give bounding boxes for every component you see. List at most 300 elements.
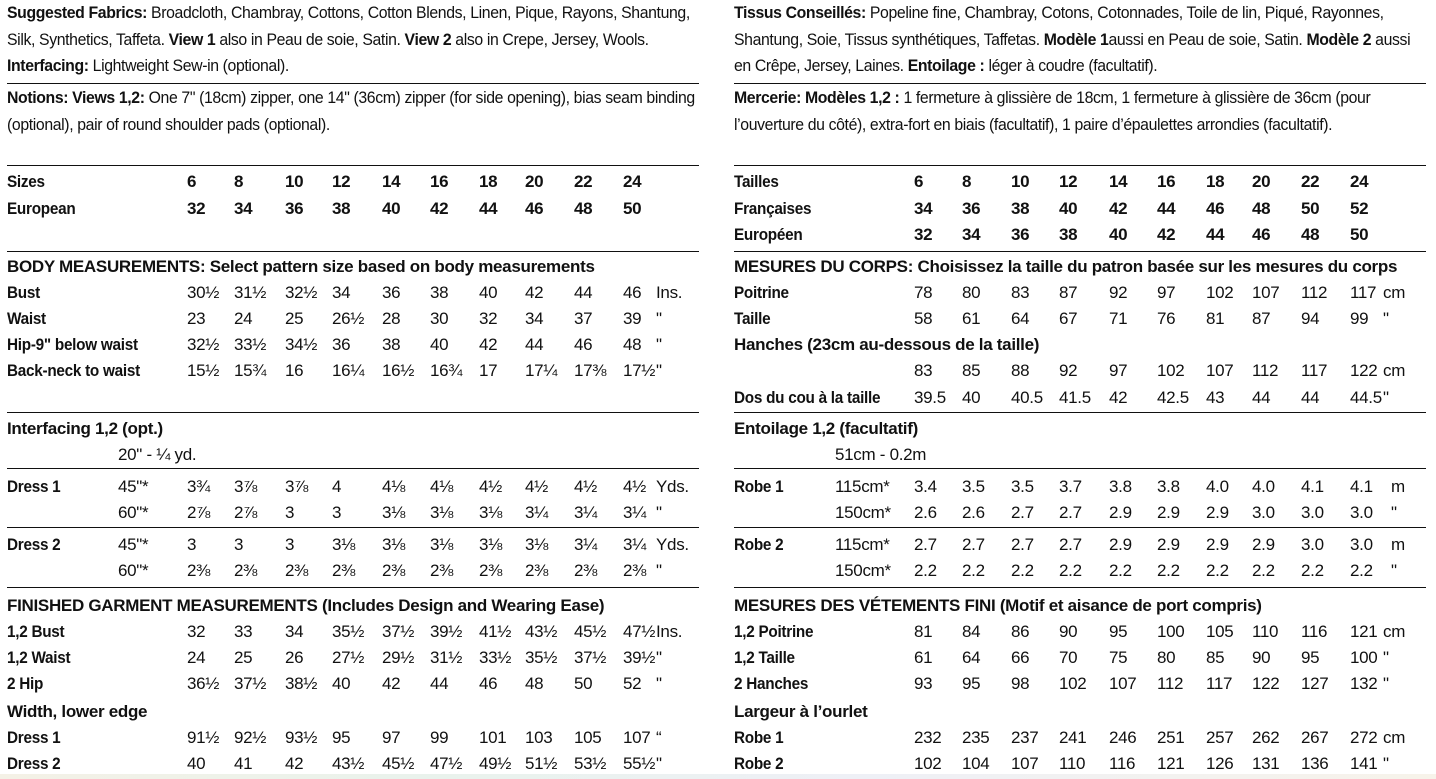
- size-value: 83: [914, 361, 933, 380]
- unit-label: ": [656, 674, 662, 693]
- size-value: 37½: [234, 674, 267, 693]
- size-value: 17: [479, 361, 498, 380]
- size-value: 29½: [382, 648, 415, 667]
- size-value: 2.9: [1157, 503, 1180, 522]
- size-value: 52: [623, 674, 642, 693]
- unit-label: ": [656, 361, 662, 380]
- size-value: 2.6: [962, 503, 985, 522]
- size-value: 33½: [479, 648, 512, 667]
- row-label: 1,2 Bust: [7, 622, 65, 641]
- dress1-row: [7, 473, 699, 500]
- size-value: 2.7: [1059, 535, 1082, 554]
- tailles-row: [734, 168, 1426, 195]
- size-value: 71: [1109, 309, 1128, 328]
- fabric-width: 115cm*: [835, 535, 890, 554]
- size-value: 272: [1350, 728, 1378, 747]
- size-value: 4⅛: [430, 477, 454, 496]
- size-value: 46: [1206, 199, 1225, 218]
- size-value: 6: [914, 172, 924, 191]
- size-value: 35½: [332, 622, 365, 641]
- size-value: 16¾: [430, 361, 463, 380]
- size-value: 32½: [187, 335, 220, 354]
- unit-label: ": [1383, 674, 1389, 693]
- size-value: 2.7: [914, 535, 937, 554]
- size-value: 110: [1252, 622, 1279, 641]
- size-value: 2.2: [914, 561, 937, 580]
- size-value: 50: [623, 199, 642, 218]
- size-value: 3.4: [914, 477, 937, 496]
- size-value: 43: [1206, 388, 1225, 407]
- size-value: 39: [623, 309, 642, 328]
- size-value: 99: [1350, 309, 1369, 328]
- size-value: 45½: [574, 622, 607, 641]
- unit-label: cm: [1383, 728, 1406, 747]
- size-value: 2.7: [1011, 535, 1034, 554]
- european-row: [7, 195, 699, 222]
- size-value: 3.5: [962, 477, 985, 496]
- size-value: 95: [332, 728, 351, 747]
- divider: [734, 527, 1426, 528]
- view2-label-fr: Modèle 2: [1306, 29, 1372, 49]
- size-value: 32: [187, 622, 206, 641]
- size-value: 20: [1252, 172, 1271, 191]
- row-label: Dress 1: [7, 477, 61, 496]
- view1-label-fr: Modèle 1: [1043, 29, 1109, 49]
- size-value: 3⅛: [430, 503, 454, 522]
- unit-label: ": [656, 335, 662, 354]
- size-value: 40: [1059, 199, 1078, 218]
- row-label: 2 Hip: [7, 674, 44, 693]
- finished-row-fr: [734, 644, 1426, 671]
- body-heading: [7, 253, 699, 280]
- size-value: 3⅛: [430, 535, 454, 554]
- interfacing-heading: [7, 415, 699, 442]
- size-value: 3.5: [1011, 477, 1034, 496]
- size-value: 3: [187, 535, 197, 554]
- size-value: 2.2: [1109, 561, 1132, 580]
- size-value: 90: [1252, 648, 1271, 667]
- notions-text-fr: 1 fermeture à glissière de 18cm, 1 fermeture à glissière de 36cm (pour l’ouverture du côté), extra-fort en biais (facultatif), 1 paire d’épaulettes arrondies (facultatif).: [734, 88, 1371, 134]
- size-value: 257: [1206, 728, 1234, 747]
- size-value: 126: [1206, 754, 1234, 773]
- size-value: 58: [914, 309, 933, 328]
- size-value: 100: [1157, 622, 1185, 641]
- width-row-fr: [734, 750, 1426, 777]
- unit-label: ": [656, 754, 662, 773]
- size-value: 110: [1059, 754, 1086, 773]
- size-value: 64: [962, 648, 981, 667]
- size-value: 84: [962, 622, 981, 641]
- interfacing-text: Lightweight Sew-in (optional).: [88, 56, 289, 75]
- dress2-row: [7, 557, 699, 584]
- unit-label: ": [1383, 388, 1389, 407]
- size-value: 80: [962, 283, 981, 302]
- row-label: Dos du cou à la taille: [734, 388, 881, 407]
- size-value: 36: [332, 335, 351, 354]
- interfacing-label: Interfacing:: [7, 56, 89, 75]
- size-value: 34½: [285, 335, 318, 354]
- divider: [734, 412, 1426, 413]
- row-label: 1,2 Waist: [7, 648, 71, 667]
- interfacing-label-fr: Entoilage :: [907, 56, 985, 75]
- size-value: 132: [1350, 674, 1378, 693]
- size-value: 42: [1109, 388, 1128, 407]
- size-value: 87: [1252, 309, 1271, 328]
- size-value: 16¼: [332, 361, 365, 380]
- size-value: 39½: [623, 648, 656, 667]
- size-value: 122: [1350, 361, 1378, 380]
- size-value: 37½: [382, 622, 415, 641]
- fabric-width: 150cm*: [835, 503, 891, 522]
- sizes-row: [7, 168, 699, 195]
- size-value: 32: [479, 309, 498, 328]
- size-value: 14: [382, 172, 401, 191]
- size-value: 37½: [574, 648, 607, 667]
- divider: [7, 527, 699, 528]
- notions-text: One 7" (18cm) zipper, one 14" (36cm) zipper (for side opening), bias seam binding (optional), pair of round shoulder pads (optional).: [7, 88, 695, 134]
- size-value: 34: [962, 225, 981, 244]
- size-value: 34: [332, 283, 351, 302]
- size-value: 46: [574, 335, 593, 354]
- size-value: 25: [285, 309, 304, 328]
- size-value: 3: [234, 535, 244, 554]
- size-value: 2⅜: [430, 561, 454, 580]
- size-value: 93: [914, 674, 933, 693]
- francaises-label: Françaises: [734, 199, 812, 218]
- size-value: 40: [332, 674, 351, 693]
- size-value: 17⅜: [574, 361, 607, 380]
- width-heading-text: Width, lower edge: [7, 702, 148, 721]
- interfacing-value: 20" - ¼ yd.: [118, 445, 197, 464]
- size-value: 34: [285, 622, 304, 641]
- finished-heading-text-fr: MESURES DES VÉTEMENTS FINI (Motif et aisance de port compris): [734, 596, 1262, 615]
- fabrics-paragraph-fr: [734, 0, 1426, 80]
- size-value: 46: [479, 674, 498, 693]
- size-value: 18: [1206, 172, 1225, 191]
- size-value: 3⅛: [332, 535, 356, 554]
- size-value: 48: [525, 674, 544, 693]
- size-value: 3⅛: [382, 503, 406, 522]
- size-value: 42: [1157, 225, 1176, 244]
- unit-label: Yds.: [656, 535, 689, 554]
- size-value: 3.0: [1350, 503, 1373, 522]
- unit-label: ": [1383, 754, 1389, 773]
- europeen-row: [734, 221, 1426, 248]
- size-value: 17½: [623, 361, 656, 380]
- size-value: 46: [1252, 225, 1271, 244]
- size-value: 38: [382, 335, 401, 354]
- size-value: 53½: [574, 754, 607, 773]
- size-value: 8: [234, 172, 244, 191]
- size-value: 3¼: [574, 503, 598, 522]
- size-value: 49½: [479, 754, 512, 773]
- width-row: [7, 724, 699, 751]
- finished-row: [7, 644, 699, 671]
- entoilage-heading: [734, 415, 1426, 442]
- size-value: 104: [962, 754, 990, 773]
- size-value: 35½: [525, 648, 558, 667]
- size-value: 38: [1059, 225, 1078, 244]
- size-value: 50: [574, 674, 593, 693]
- size-value: 34: [914, 199, 933, 218]
- size-value: 42: [479, 335, 498, 354]
- size-value: 2⅜: [574, 561, 598, 580]
- size-value: 97: [382, 728, 401, 747]
- size-value: 40: [382, 199, 401, 218]
- size-value: 2.9: [1206, 535, 1229, 554]
- size-value: 42.5: [1157, 388, 1189, 407]
- divider: [7, 468, 699, 469]
- size-value: 2.9: [1109, 535, 1132, 554]
- size-value: 2.7: [1059, 503, 1082, 522]
- size-value: 38: [430, 283, 449, 302]
- size-value: 95: [1109, 622, 1128, 641]
- size-value: 81: [1206, 309, 1225, 328]
- size-value: 90: [1059, 622, 1078, 641]
- row-label: Taille: [734, 309, 771, 328]
- hanches-heading: [734, 331, 1426, 358]
- unit-label: ": [1383, 309, 1389, 328]
- size-value: 42: [382, 674, 401, 693]
- size-value: 33: [234, 622, 253, 641]
- size-value: 3¼: [623, 535, 647, 554]
- size-value: 94: [1301, 309, 1320, 328]
- size-value: 46: [525, 199, 544, 218]
- size-value: 3.8: [1109, 477, 1132, 496]
- size-value: 24: [187, 648, 206, 667]
- unit-label: ": [1383, 648, 1389, 667]
- size-value: 2.2: [962, 561, 985, 580]
- size-value: 117: [1350, 283, 1377, 302]
- fabrics-label: Suggested Fabrics:: [7, 3, 148, 22]
- size-value: 97: [1157, 283, 1176, 302]
- size-value: 4.1: [1301, 477, 1324, 496]
- size-value: 3.0: [1301, 503, 1324, 522]
- size-value: 61: [914, 648, 933, 667]
- size-value: 32: [187, 199, 206, 218]
- width-heading: [7, 698, 699, 725]
- size-value: 3⅛: [525, 535, 549, 554]
- divider: [734, 587, 1426, 588]
- size-value: 85: [1206, 648, 1225, 667]
- size-value: 4: [332, 477, 342, 496]
- size-value: 235: [962, 728, 990, 747]
- size-value: 102: [1206, 283, 1234, 302]
- size-value: 41: [234, 754, 253, 773]
- size-value: 2.2: [1206, 561, 1229, 580]
- size-value: 107: [623, 728, 651, 747]
- size-value: 99: [430, 728, 449, 747]
- size-value: 2.9: [1109, 503, 1132, 522]
- size-value: 30: [430, 309, 449, 328]
- size-value: 4.1: [1350, 477, 1373, 496]
- size-value: 42: [430, 199, 449, 218]
- row-label: Robe 1: [734, 728, 784, 747]
- size-value: 31½: [430, 648, 463, 667]
- size-value: 136: [1301, 754, 1329, 773]
- row-label: 1,2 Poitrine: [734, 622, 814, 641]
- size-value: 40: [430, 335, 449, 354]
- size-value: 12: [1059, 172, 1078, 191]
- size-value: 75: [1109, 648, 1128, 667]
- size-value: 4½: [479, 477, 503, 496]
- fabrics-text: Broadcloth, Chambray, Cottons, Cotton Blends, Linen, Pique, Rayons, Shantung, Silk, Synthetics, Taffeta.: [7, 3, 690, 49]
- row-label: Waist: [7, 309, 46, 328]
- body-row: [7, 279, 699, 306]
- body-heading-text-fr: MESURES DU CORPS: Choisissez la taille du patron basée sur les mesures du corps: [734, 257, 1398, 276]
- notions-label-fr: Mercerie: Modèles 1,2 :: [734, 88, 900, 107]
- width-row-fr: [734, 724, 1426, 751]
- finished-heading: [7, 592, 699, 619]
- unit-label: ": [1391, 561, 1397, 580]
- width-heading-fr: [734, 698, 1426, 725]
- size-value: 2.9: [1206, 503, 1229, 522]
- size-value: 2.7: [1011, 503, 1034, 522]
- size-value: 2.2: [1252, 561, 1275, 580]
- unit-label: “: [656, 728, 662, 747]
- size-value: 3.0: [1252, 503, 1275, 522]
- size-value: 2⅜: [623, 561, 647, 580]
- row-label: Poitrine: [734, 283, 789, 302]
- size-value: 3¼: [525, 503, 549, 522]
- unit-label: Ins.: [656, 283, 683, 302]
- finished-heading-text: FINISHED GARMENT MEASUREMENTS (Includes Design and Wearing Ease): [7, 596, 605, 615]
- size-value: 14: [1109, 172, 1128, 191]
- size-value: 105: [574, 728, 602, 747]
- size-value: 24: [1350, 172, 1369, 191]
- fabric-width: 45"*: [118, 477, 149, 496]
- size-value: 3¼: [623, 503, 647, 522]
- robe2-row: [734, 557, 1426, 584]
- size-value: 48: [623, 335, 642, 354]
- unit-label: cm: [1383, 283, 1406, 302]
- size-value: 141: [1350, 754, 1378, 773]
- sizes-label: Sizes: [7, 172, 45, 191]
- size-value: 4.0: [1252, 477, 1275, 496]
- size-value: 103: [525, 728, 553, 747]
- size-value: 117: [1301, 361, 1328, 380]
- size-value: 26: [285, 648, 304, 667]
- hanches-label: Hanches (23cm au-dessous de la taille): [734, 335, 1040, 354]
- size-value: 48: [1301, 225, 1320, 244]
- size-value: 44.5: [1350, 388, 1382, 407]
- notions-label: Notions: Views 1,2:: [7, 88, 145, 107]
- body-row: [7, 331, 699, 358]
- size-value: 10: [1011, 172, 1030, 191]
- size-value: 101: [479, 728, 507, 747]
- size-value: 100: [1350, 648, 1378, 667]
- size-value: 48: [1252, 199, 1271, 218]
- unit-label: Ins.: [656, 622, 683, 641]
- size-value: 107: [1252, 283, 1280, 302]
- unit-label: ": [656, 503, 662, 522]
- size-value: 25: [234, 648, 253, 667]
- size-value: 87: [1059, 283, 1078, 302]
- body-row-fr: [734, 305, 1426, 332]
- dos-row: [734, 384, 1426, 411]
- size-value: 85: [962, 361, 981, 380]
- view1-label: View 1: [168, 29, 216, 49]
- size-value: 2⅜: [285, 561, 309, 580]
- size-value: 36: [285, 199, 304, 218]
- size-value: 44: [479, 199, 498, 218]
- size-value: 37: [574, 309, 593, 328]
- size-value: 102: [914, 754, 942, 773]
- size-value: 34: [525, 309, 544, 328]
- finished-heading-fr: [734, 592, 1426, 619]
- size-value: 36: [962, 199, 981, 218]
- fabric-width: 45"*: [118, 535, 149, 554]
- fabric-width: 150cm*: [835, 561, 891, 580]
- finished-row: [7, 618, 699, 645]
- unit-label: Yds.: [656, 477, 689, 496]
- size-value: 43½: [332, 754, 365, 773]
- divider: [734, 468, 1426, 469]
- size-value: 2⅜: [479, 561, 503, 580]
- row-label: 1,2 Taille: [734, 648, 795, 667]
- interfacing-heading-text: Interfacing 1,2 (opt.): [7, 419, 163, 438]
- divider: [734, 165, 1426, 166]
- finished-row: [7, 670, 699, 697]
- row-label: Robe 1: [734, 477, 784, 496]
- size-value: 38: [1011, 199, 1030, 218]
- size-value: 3⅛: [479, 503, 503, 522]
- size-value: 16: [430, 172, 449, 191]
- unit-label: m: [1391, 477, 1405, 496]
- divider: [734, 83, 1426, 84]
- divider: [734, 251, 1426, 252]
- divider: [7, 587, 699, 588]
- size-value: 3⅛: [382, 535, 406, 554]
- size-value: 42: [1109, 199, 1128, 218]
- view2-label: View 2: [404, 29, 452, 49]
- size-value: 91½: [187, 728, 220, 747]
- view1-text-fr: aussi en Peau de soie, Satin.: [1108, 29, 1307, 49]
- size-value: 40: [479, 283, 498, 302]
- size-value: 3⅞: [234, 477, 258, 496]
- interfacing-text-fr: léger à coudre (facultatif).: [984, 56, 1158, 75]
- unit-label: ": [656, 309, 662, 328]
- size-value: 2.2: [1059, 561, 1082, 580]
- size-value: 70: [1059, 648, 1078, 667]
- unit-label: m: [1391, 535, 1405, 554]
- size-value: 10: [285, 172, 304, 191]
- size-value: 3.0: [1350, 535, 1373, 554]
- size-value: 40: [187, 754, 206, 773]
- size-value: 64: [1011, 309, 1030, 328]
- robe1-row: [734, 473, 1426, 500]
- francaises-row: [734, 195, 1426, 222]
- robe2-row: [734, 531, 1426, 558]
- size-value: 16: [285, 361, 304, 380]
- size-value: 46: [623, 283, 642, 302]
- size-value: 117: [1206, 674, 1233, 693]
- row-label: Dress 2: [7, 535, 61, 554]
- size-value: 22: [1301, 172, 1320, 191]
- size-value: 18: [479, 172, 498, 191]
- dress2-row: [7, 531, 699, 558]
- size-value: 26½: [332, 309, 365, 328]
- size-value: 67: [1059, 309, 1078, 328]
- fabrics-paragraph: [7, 0, 699, 80]
- row-label: Dress 1: [7, 728, 61, 747]
- europeen-label: Européen: [734, 225, 803, 244]
- size-value: 24: [234, 309, 253, 328]
- size-value: 4½: [525, 477, 549, 496]
- size-value: 36: [1011, 225, 1030, 244]
- size-value: 24: [623, 172, 642, 191]
- size-value: 131: [1252, 754, 1280, 773]
